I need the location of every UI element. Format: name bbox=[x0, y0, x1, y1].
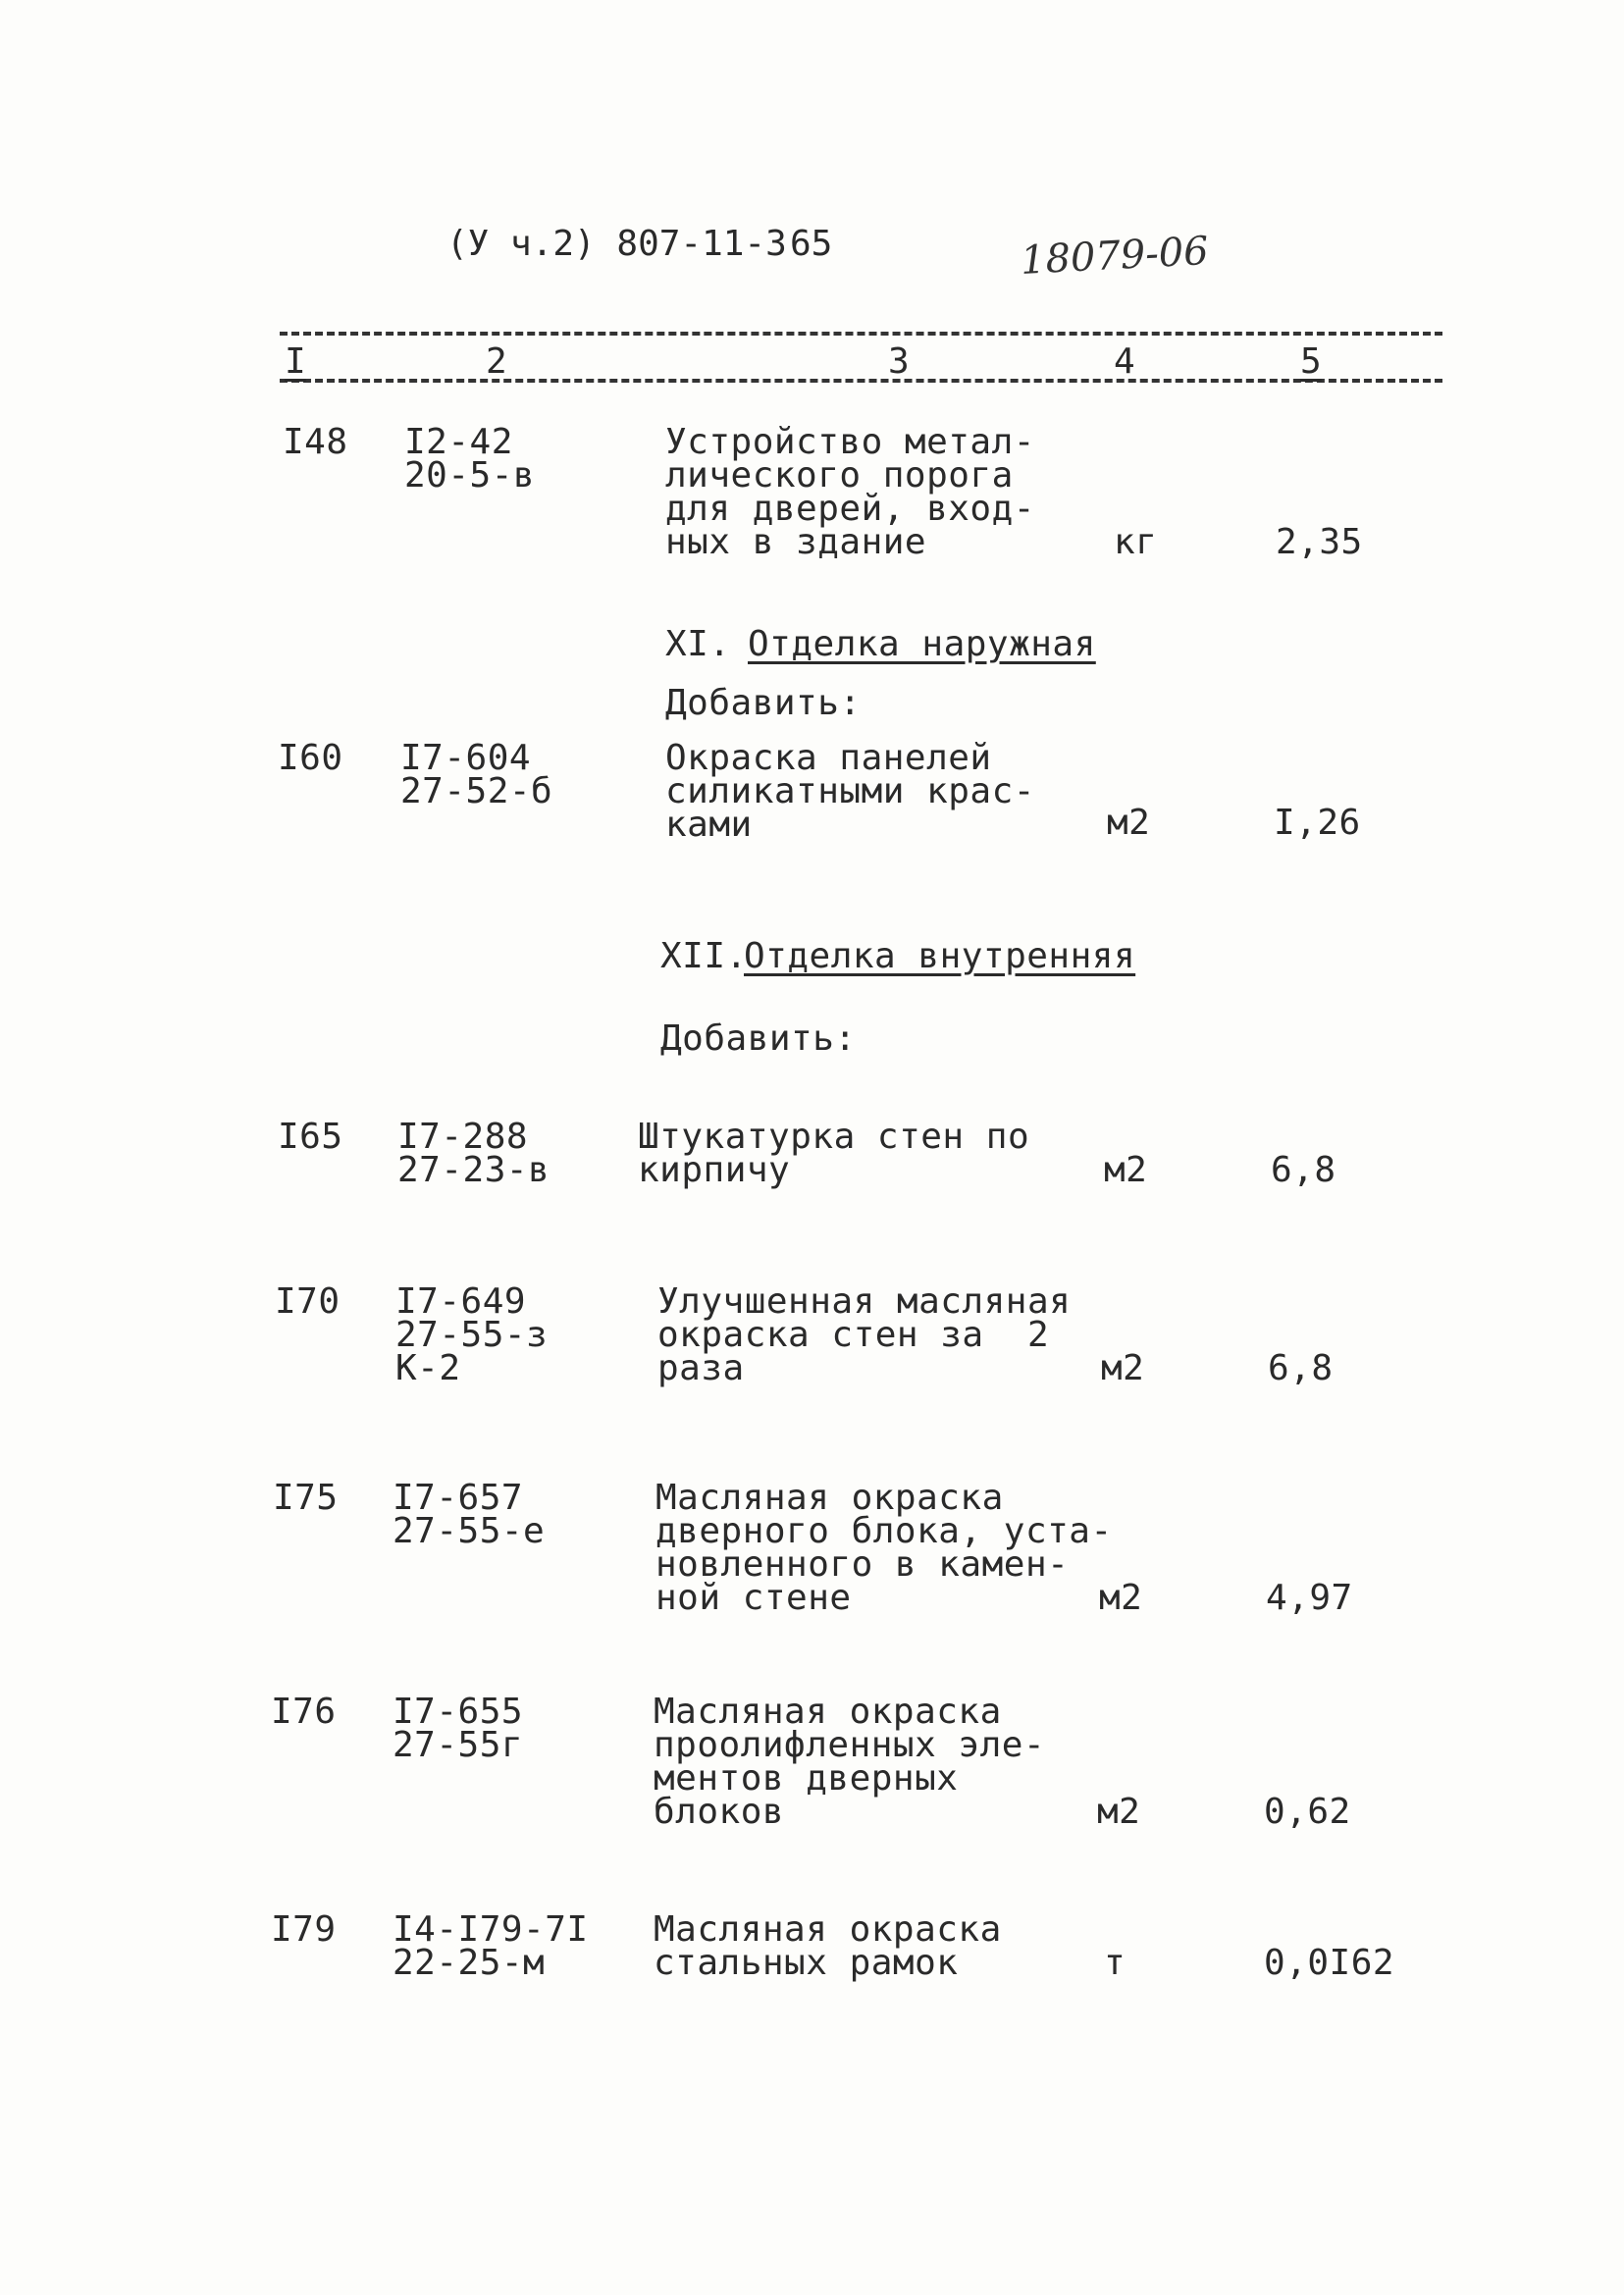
row-unit: м2 bbox=[1101, 1348, 1145, 1388]
section-title: Отделка внутренняя bbox=[744, 936, 1136, 976]
row-quantity: I,26 bbox=[1274, 803, 1361, 843]
row-quantity: 4,97 bbox=[1266, 1578, 1353, 1618]
row-code: I4-I79-7I 22-25-м bbox=[393, 1909, 589, 1983]
section-subtitle: Добавить: bbox=[660, 1018, 857, 1059]
row-unit: кг bbox=[1114, 522, 1158, 562]
row-number: I76 bbox=[271, 1692, 337, 1732]
row-number: I70 bbox=[275, 1281, 341, 1322]
row-code: I7-649 27-55-з К-2 bbox=[395, 1281, 549, 1388]
handwritten-number: 18079-06 bbox=[1019, 229, 1210, 284]
section-title: Отделка наружная bbox=[748, 624, 1096, 664]
row-number: I75 bbox=[273, 1478, 339, 1518]
row-code: I7-655 27-55г bbox=[393, 1692, 524, 1765]
header-rule-bottom bbox=[280, 379, 1442, 383]
row-number: I48 bbox=[283, 422, 348, 462]
header-rule-top bbox=[280, 332, 1442, 336]
row-unit: м2 bbox=[1107, 803, 1151, 843]
column-number-2: 2 bbox=[486, 341, 507, 382]
column-number-3: 3 bbox=[888, 341, 910, 382]
page-number: 65 bbox=[790, 224, 833, 264]
column-number-4: 4 bbox=[1114, 341, 1135, 382]
row-description: Масляная окраска дверного блока, уста- новленного в камен- ной стене bbox=[655, 1478, 1113, 1618]
document-ref: (У ч.2) 807-11-3 bbox=[446, 224, 787, 264]
row-description: Улучшенная масляная окраска стен за 2 раза bbox=[657, 1281, 1072, 1388]
row-description: Масляная окраска проолифленных эле- ментов дверных блоков bbox=[654, 1692, 1046, 1832]
row-description: Штукатурка стен по кирпичу bbox=[638, 1117, 1030, 1190]
section-roman: XI. bbox=[665, 624, 731, 664]
section-roman: XII. bbox=[660, 936, 748, 976]
row-number: I65 bbox=[278, 1117, 343, 1157]
row-code: I7-288 27-23-в bbox=[397, 1117, 550, 1190]
row-unit: м2 bbox=[1099, 1578, 1143, 1618]
row-quantity: 0,62 bbox=[1264, 1792, 1351, 1832]
column-number-5: 5 bbox=[1300, 341, 1322, 382]
row-code: I7-657 27-55-е bbox=[393, 1478, 546, 1551]
column-number-1: I bbox=[285, 341, 306, 382]
row-description: Масляная окраска стальных рамок bbox=[654, 1909, 1002, 1983]
row-code: I2-42 20-5-в bbox=[404, 422, 536, 496]
row-quantity: 2,35 bbox=[1276, 522, 1363, 562]
row-unit: м2 bbox=[1097, 1792, 1141, 1832]
row-code: I7-604 27-52-б bbox=[400, 738, 553, 811]
row-unit: м2 bbox=[1104, 1150, 1148, 1190]
row-description: Устройство метал- лического порога для дверей, вход- ных в здание bbox=[665, 422, 1035, 562]
row-description: Окраска панелей силикатными крас- ками bbox=[665, 738, 1035, 845]
row-quantity: 0,0I62 bbox=[1264, 1943, 1395, 1983]
row-quantity: 6,8 bbox=[1268, 1348, 1334, 1388]
row-quantity: 6,8 bbox=[1271, 1150, 1336, 1190]
row-number: I60 bbox=[278, 738, 343, 778]
row-number: I79 bbox=[271, 1909, 337, 1950]
row-unit: т bbox=[1104, 1943, 1126, 1983]
section-subtitle: Добавить: bbox=[665, 683, 862, 723]
